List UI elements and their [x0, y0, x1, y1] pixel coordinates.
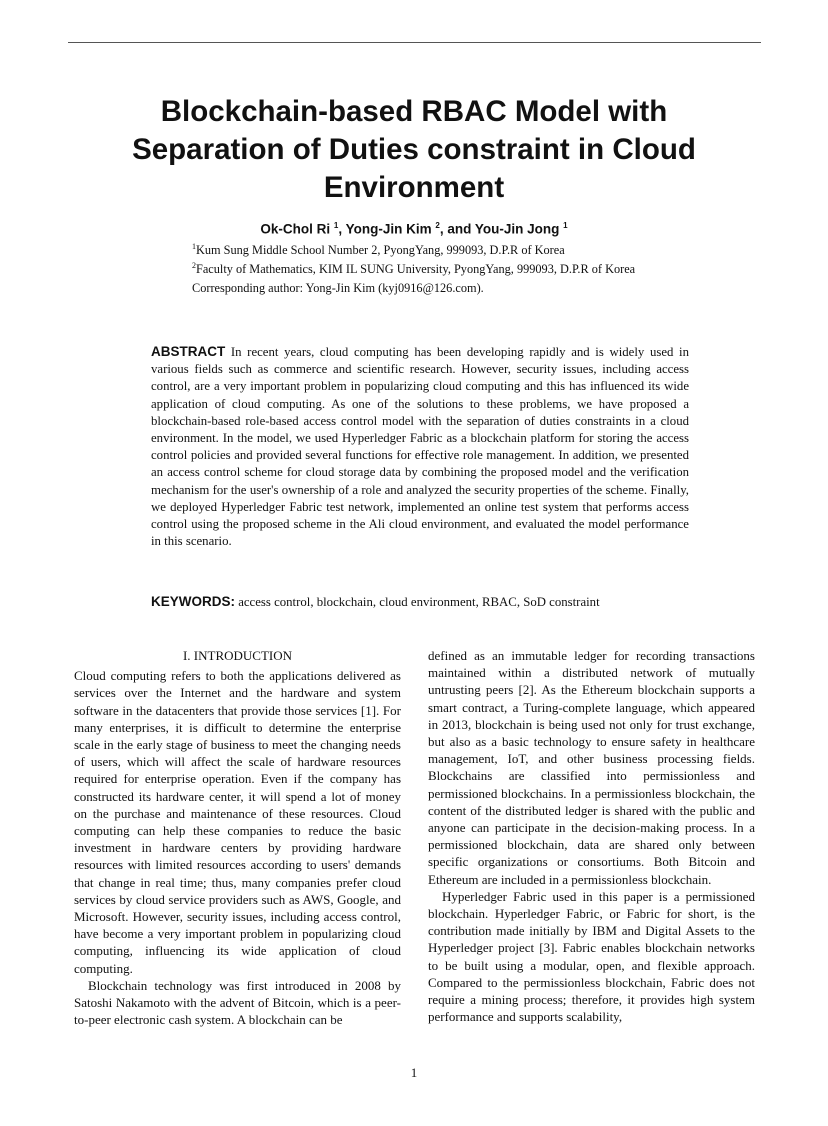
- affiliation-marker: 2: [192, 261, 196, 270]
- abstract-text: In recent years, cloud computing has been developing rapidly and is widely used in various fields such as commerce and scientific research. However, security issues, including access control, are a very important problem in popularizing cloud computing and this has influenced its wide application of cloud computing. As one of the solutions to these problems, we have proposed a blockchain-based role-based access control model with the separation of duties constraints in a cloud environment. In the model, we used Hyperledger Fabric as a blockchain platform for storing the access control policies and provided several functions for effective role management. In addition, we presented an access control scheme for cloud storage data by combining the proposed model and the verification mechanism for the user's ownership of a role and analyzed the security properties of the scheme. Finally, we deployed Hyperledger Fabric test network, implemented an online test system that performs access control using the proposed scheme in the Ali cloud environment, and evaluated the model performance in this scenario.: [151, 345, 689, 549]
- author-affil-marker: 2: [435, 221, 440, 230]
- page-number: 1: [410, 1065, 418, 1080]
- author-affil-marker: 1: [563, 221, 568, 230]
- left-column: [74, 647, 401, 1028]
- affiliation-text: Kum Sung Middle School Number 2, PyongYang, 999093, D.P.R of Korea: [196, 243, 565, 258]
- author-name: Ok-Chol Ri: [260, 221, 331, 237]
- abstract-label: ABSTRACT: [151, 344, 226, 359]
- author-name: You-Jin Jong: [474, 221, 560, 237]
- paragraph: defined as an immutable ledger for recording transactions maintained within a distributed network of mutually untrusting peers [2]. As the Ethereum blockchain supports a smart contract, a Turing-complete language, which appeared in 2013, blockchain is being used not only for trust exchange, but also as a basic technology to ensure safety in healthcare management, IoT, and other business processing fields. Blockchains are classified into permissionless and permissioned blockchains. In a permissionless blockchain, the content of the distributed ledger is shared with the public and anyone can participate in the decision-making process. In a permissioned blockchain, data are shared only between specific organizations or consortiums. Both Bitcoin and Ethereum are included in a permissionless blockchain.: [428, 648, 755, 887]
- affiliation-2: [192, 261, 635, 277]
- author-list: [0, 221, 828, 237]
- keywords-text: access control, blockchain, cloud environment, RBAC, SoD constraint: [235, 595, 600, 609]
- author-separator: , and: [439, 221, 475, 237]
- keywords: [151, 593, 689, 611]
- paragraph: Blockchain technology was first introduced in 2008 by Satoshi Nakamoto with the advent of Bitcoin, which is a peer-to-peer electronic cash system. A blockchain can be: [74, 977, 401, 1028]
- corresponding-author: Corresponding author: Yong-Jin Kim (kyj0916@126.com).: [192, 281, 484, 295]
- paper-title: Blockchain-based RBAC Model with Separation of Duties constraint in Cloud Environment: [132, 95, 696, 204]
- keywords-label: KEYWORDS:: [151, 594, 235, 609]
- affiliation-1: [192, 242, 565, 258]
- author-affil-marker: 1: [333, 221, 339, 230]
- abstract: [151, 343, 689, 550]
- paragraph: Hyperledger Fabric used in this paper is a permissioned blockchain. Hyperledger Fabric, or Fabric for short, is the contribution made initially by IBM and Digital Assets to the Hyperledger project [3]. Fabric enables blockchain networks to be built using a modular, open, and flexible approach. Compared to the permissionless blockchain, Fabric does not require a mining process; therefore, it provides high system performance and supports scalability,: [428, 888, 755, 1025]
- header-rule: [68, 42, 761, 43]
- affiliation-text: Faculty of Mathematics, KIM IL SUNG University, PyongYang, 999093, D.P.R of Korea: [196, 262, 636, 277]
- author-separator: ,: [338, 221, 346, 237]
- author-name: Yong-Jin Kim: [345, 221, 432, 237]
- affiliation-marker: 1: [192, 242, 196, 251]
- paragraph: Cloud computing refers to both the applications delivered as services over the Internet and the hardware and system software in the datacenters that provide those services [1]. For many enterprises, it is difficult to determine the enterprise scale in the early stage of business to meet the changing needs of users, which will affect the scale of hardware resources required for enterprise operation. Even if the company has constructed its hardware center, it will spend a lot of money on the purchase and maintenance of these resources. Cloud computing can help these companies to reduce the basic investment in hardware centers by providing hardware resources with limited resources according to users' demands that change in real time; thus, many companies prefer cloud services by cloud service providers such as AWS, Google, and Microsoft. However, security issues, including access control, have become a very important problem in popularizing cloud computing, influencing its wide application of cloud computing.: [74, 668, 401, 976]
- right-column: [428, 647, 755, 1025]
- section-heading: I. INTRODUCTION: [182, 648, 293, 663]
